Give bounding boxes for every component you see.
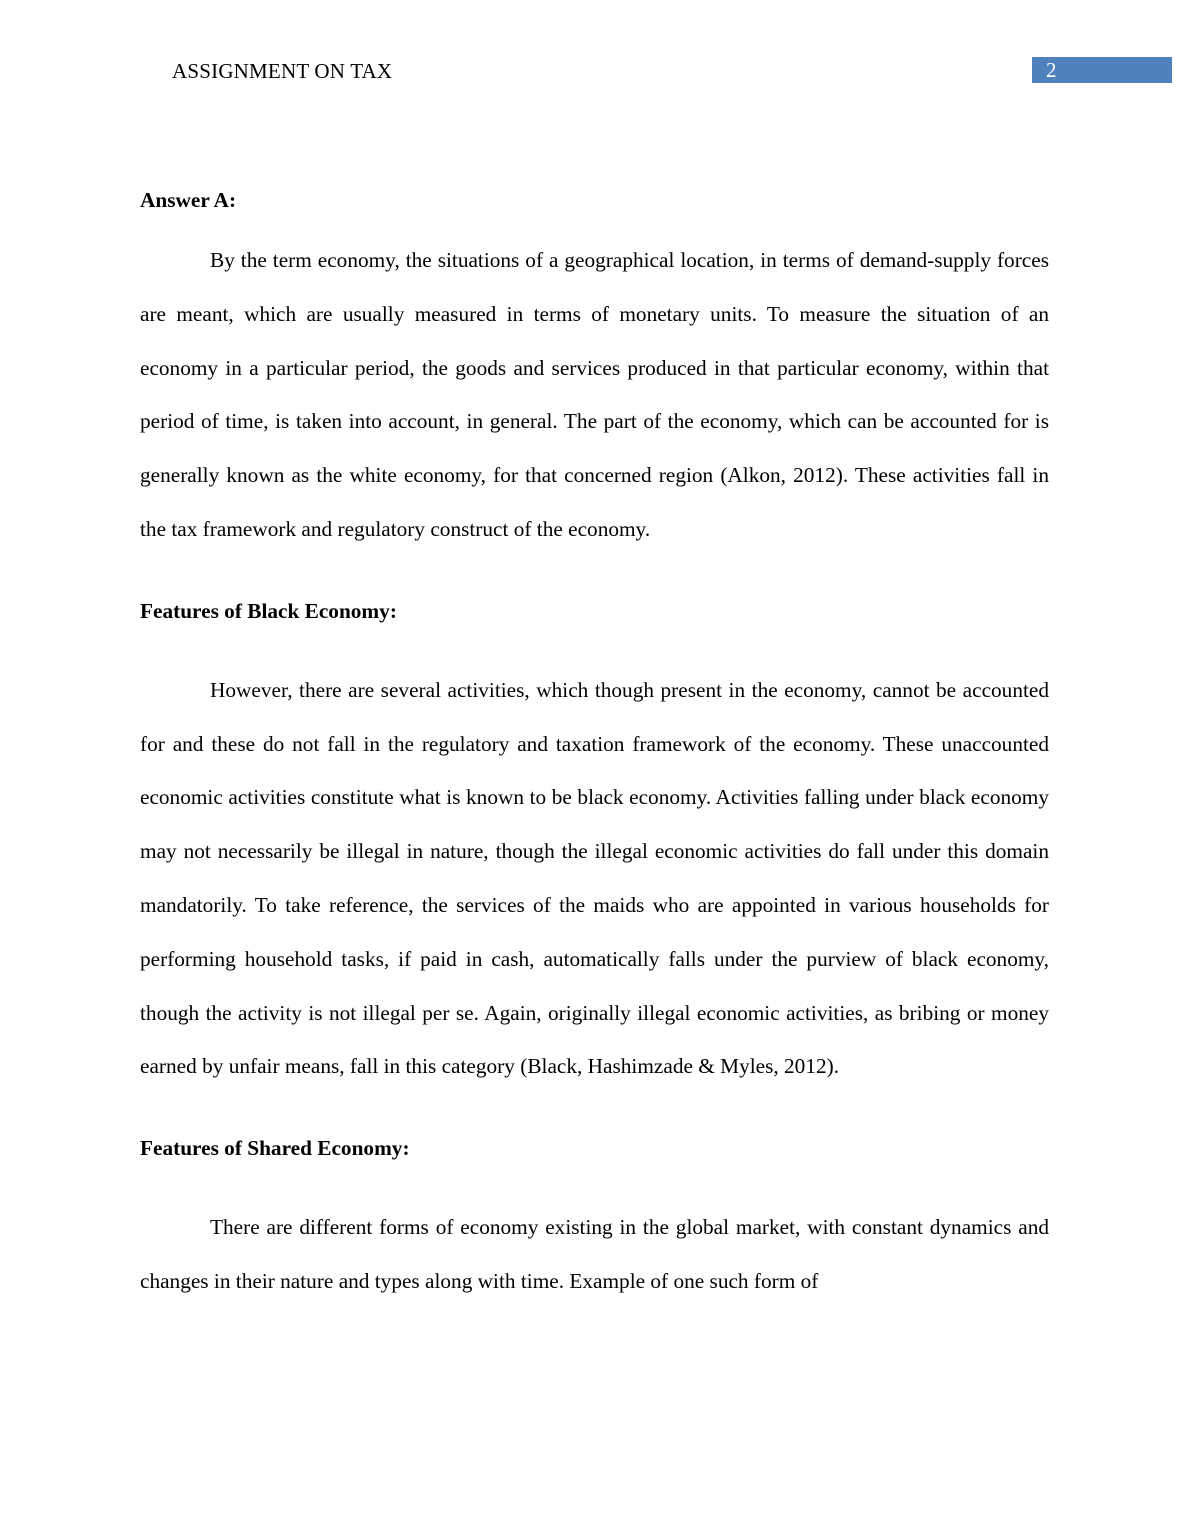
black-economy-paragraph: However, there are several activities, which though present in the economy, cannot be accounted for and these do not fall in the regulatory and taxation framework of the economy. These unaccounted economic activities constitute what is known to be black economy. Activities falling under black economy may not necessarily be illegal in nature, though the illegal economic activities do fall under this domain mandatorily. To take reference, the services of the maids who are appointed in various households for performing household tasks, if paid in cash, automatically falls under the purview of black economy, though the activity is not illegal per se. Again, originally illegal economic activities, as bribing or money earned by unfair means, fall in this category (Black, Hashimzade & Myles, 2012). bbox=[140, 677, 1049, 1079]
shared-economy-heading: Features of Shared Economy: bbox=[140, 1136, 410, 1161]
answer-paragraph: By the term economy, the situations of a geographical location, in terms of demand-supply forces are meant, which are usually measured in terms of monetary units. To measure the situation of an economy in a particular period, the goods and services produced in that particular economy, within that period of time, is taken into account, in general. The part of the economy, which can be accounted for is generally known as the white economy, for that concerned region (Alkon, 2012). These activities fall in the tax framework and regulatory construct of the economy. bbox=[140, 248, 1049, 541]
black-economy-heading: Features of Black Economy: bbox=[140, 598, 397, 623]
running-head: ASSIGNMENT ON TAX bbox=[172, 59, 393, 83]
page-number: 2 bbox=[1046, 58, 1057, 82]
page-number-box bbox=[1032, 57, 1172, 83]
body-text bbox=[140, 180, 1049, 1309]
shared-economy-paragraph: There are different forms of economy existing in the global market, with constant dynamics and changes in their nature and types along with time. Example of one such form of bbox=[140, 1215, 1049, 1293]
answer-heading: Answer A: bbox=[140, 188, 237, 212]
